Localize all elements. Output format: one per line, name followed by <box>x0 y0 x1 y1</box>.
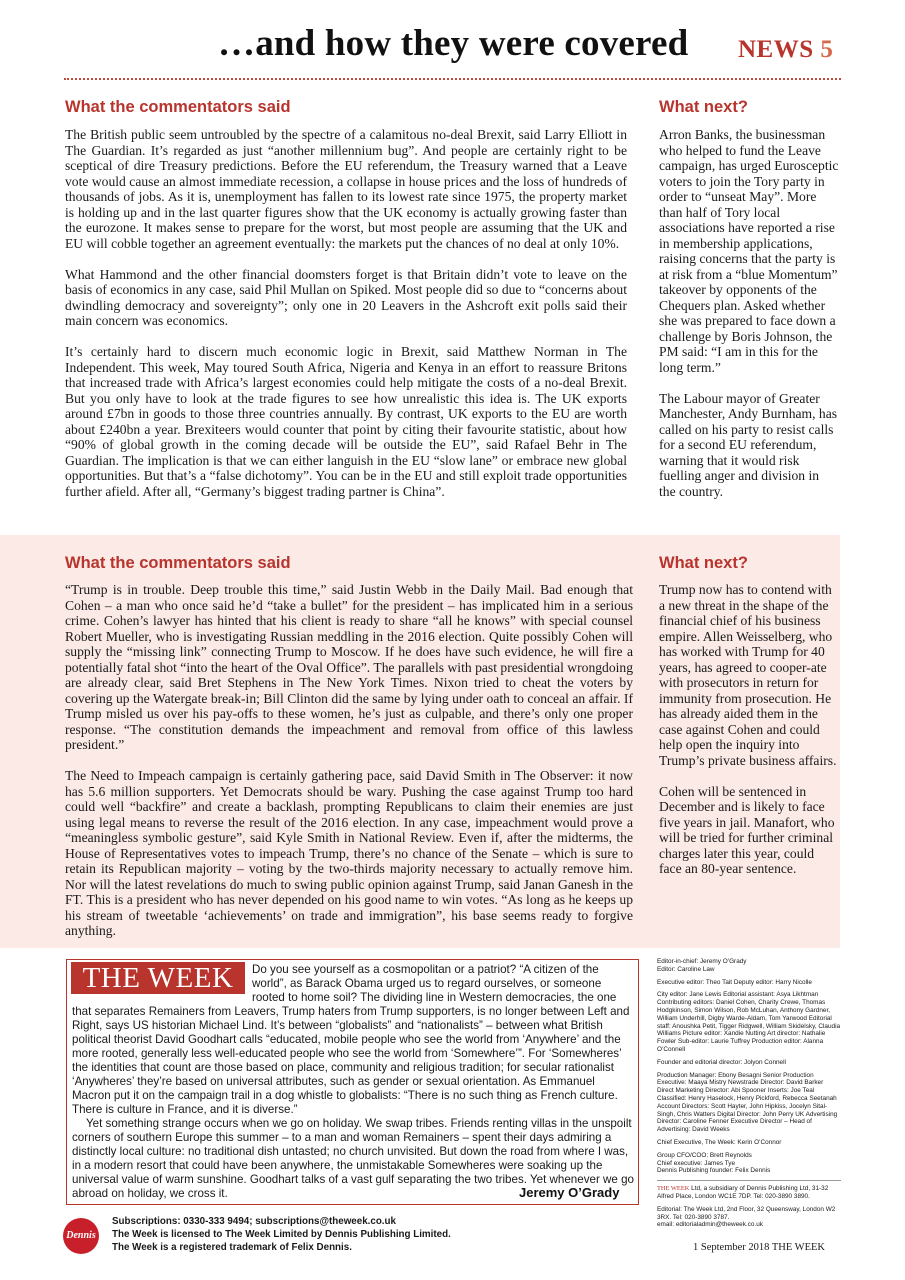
brexit-commentators-heading: What the commentators said <box>65 98 291 116</box>
address-line: Editorial: The Week Ltd, 2nd Floor, 32 Queensway, London W2 3RX. Tel: 020-3890 3787. <box>657 1205 836 1221</box>
staff-line: Editor-in-chief: Jeremy O’Grady <box>657 958 747 965</box>
page-folio: 1 September 2018 THE WEEK <box>693 1242 826 1253</box>
trump-next-heading: What next? <box>659 554 748 572</box>
editorial-paragraph: Yet something strange occurs when we go on holiday. We swap tribes. Friends renting villas in the unspoilt corners of southern Europe this summer – to a man and woman Remainers – spent their days admiring a distinctly local culture: no traditional dish untasted; no church unvisited. But down the road from where I was, in a modern resort that could have been anywhere, the unmistakable Somewheres were soaking up the universal value of warm sunshine. Goodhart talks of a vast gulf separating the two tribes. Yet whenever we go abroad on holiday, we cross it. <box>72 1117 634 1200</box>
brexit-next-column <box>659 127 839 499</box>
article-paragraph: Trump now has to contend with a new threat in the shape of the financial chief of his business empire. Allen Weisselberg, who has worked with Trump for 40 years, has agreed to cooper-ate with prosecutors in return for immunity from prosecution. He has already aided them in the case against Cohen and could help open the inquiry into Trump’s private business affairs. <box>659 582 837 768</box>
footer-info <box>112 1215 451 1254</box>
article-paragraph: Arron Banks, the businessman who helped to fund the Leave campaign, has urged Eurosceptic voters to join the Tory party in order to “unseat May”. More than half of Tory local associations have reported a rise in membership applications, raising concerns that the party is at risk from a “blue Momentum” takeover by opponents of the Chequers plan. Asked whether she was prepared to face down a challenge by Boris Johnson, the PM said: “I am in this for the long term.” <box>659 127 839 375</box>
editor-signature: Jeremy O’Grady <box>519 1185 620 1200</box>
company-brand: THE WEEK <box>657 1185 690 1193</box>
staff-block: Chief Executive, The Week: Kerin O’Connor <box>657 1138 782 1146</box>
article-paragraph: The British public seem untroubled by the spectre of a calamitous no-deal Brexit, said Larry Elliott in The Guardian. It’s regarded as just “another millennium bug”. And people are certainly right to be sceptical of dire Treasury predictions. Before the EU referendum, the Treasury warned that a Leave vote would cause an almost immediate recession, a collapse in house prices and the loss of hundreds of thousands of jobs. As it is, unemployment has fallen to its lowest rate since 1975, the property market is holding up and in the last quarter figures show that the UK economy is actually growing faster than the eurozone. It makes sense to prepare for the worst, but most people are assuming that the UK and EU will cobble together an agreement eventually: the markets put the chances of no deal at only 10%. <box>65 127 627 251</box>
staff-line: Chief executive: James Tye <box>657 1159 736 1167</box>
article-paragraph: “Trump is in trouble. Deep trouble this time,” said Justin Webb in the Daily Mail. Bad enough that Cohen – a man who once said he’d “take a bullet” for the president – has implicated him in a serious crime. Cohen’s lawyer has hinted that his client is ready to share “all he knows” with special counsel Robert Mueller, who is investigating Russian meddling in the 2016 election. Quite possibly Cohen will supply the “missing link” connecting Trump to Moscow. If he does have such evidence, he will fire a potentially fatal shot “into the heart of the Oval Office”. The parallels with past presidential wrongdoing are already clear, said Bret Stephens in The New York Times. Nixon tried to cheat the voters by covering up the Watergate break-in; Bill Clinton did the same by lying under oath to conceal an affair. If Trump misled us over his pay-offs to these women, he’s just as culpable, and there’s only one proper response. “The constitution demands the impeachment and removal from office of this lawless president.” <box>65 582 633 752</box>
logo-spacer <box>72 963 252 1003</box>
email-link[interactable]: email: editorialadmin@theweek.co.uk <box>657 1221 763 1229</box>
editorial-address <box>657 1206 841 1229</box>
subscriptions-line: Subscriptions: 0330-333 9494; subscriptions@theweek.co.uk <box>112 1216 396 1227</box>
the-week-logo: THE WEEK <box>71 962 245 994</box>
page-number: 5 <box>820 36 834 63</box>
staff-block <box>657 1152 841 1175</box>
brexit-commentators-article <box>65 127 627 499</box>
company-text: Ltd, a subsidiary of Dennis Publishing Ltd, 31-32 Alfred Place, London WC1E 7DP. Tel: 020-3890 3890. <box>657 1185 829 1200</box>
trump-next-column <box>659 582 839 877</box>
trump-commentators-heading: What the commentators said <box>65 554 291 572</box>
staff-block: Production Manager: Ebony Besagni Senior Production Executive: Maaya Mistry Newstrade Director: David Barker Direct Marketing Director: Abi Spooner Inserts: Joe Teal Classified: Henry Haselock, Henry Pickford, Rebecca Seetanah Account Directors: Scott Hayter, John Hipkiss, Jocelyn Sital-Singh, Chris Watters Digital Director: John Perry UK Advertising Director: Caroline Fenner Executive Director – Head of Advertising: David Weeks <box>657 1071 838 1134</box>
staff-block <box>657 958 841 974</box>
license-line: The Week is licensed to The Week Limited by Dennis Publishing Limited. <box>112 1229 451 1240</box>
staff-line: Dennis Publishing founder: Felix Dennis <box>657 1167 771 1175</box>
section-label <box>738 36 833 64</box>
article-paragraph: The Labour mayor of Greater Manchester, Andy Burnham, has called on his party to resist calls for a second EU referendum, warning that it would risk fuelling anger and division in the country. <box>659 390 838 499</box>
company-info <box>657 1185 841 1201</box>
page-title: …and how they were covered <box>218 23 689 64</box>
trademark-line: The Week is a registered trademark of Felix Dennis. <box>112 1242 352 1253</box>
editorial-paragraph: Do you see yourself as a cosmopolitan or a patriot? “A citizen of the world”, as Barack Obama urged us to regard ourselves, or someone rooted to home soil? The dividing line in Western democracies, the one that separates Remainers from Leavers, Trump haters from Trump supporters, is no longer between Left and Right, says US historian Michael Lind. It’s between “globalists” and “nationalists” – between what British political theorist David Goodhart calls “educated, mobile people who see the world from ‘Anywhere’ and the more rooted, generally less well-educated people who see the world from ‘Somewhere’”. For ‘Somewheres’ the identities that count are those based on place, community and religious tradition; for secular rationalist ‘Anywheres’ they’re based on universal attributes, such as gender or sexual orientation. As Emmanuel Macron put it on the campaign trail in a dog whistle to globalists: “There is no such thing as French culture. There is culture in France, and it is diverse.” <box>72 963 630 1116</box>
trump-commentators-article <box>65 582 633 939</box>
article-paragraph: It’s certainly hard to discern much economic logic in Brexit, said Matthew Norman in The Independent. This week, May toured South Africa, Nigeria and Kenya in an effort to reassure Britons that increased trade with Africa’s largest economies could help mitigate the costs of a no-deal Brexit. But you only have to look at the trade figures to see how unrealistic this idea is. The UK exports around £7bn in goods to those three countries annually. By contrast, UK exports to the EU are worth about £240bn a year. Brexiteers would counter that point by citing their favourite statistic, about how “90% of global growth in the coming decade will be outside the EU”, said Rafael Behr in The Guardian. The implication is that we can either languish in the EU “slow lane” or embrace new global opportunities. But that’s a “false dichotomy”. You can be in the EU and still exploit trade opportunities further afield. After all, “Germany’s biggest trading partner is China”. <box>65 344 627 499</box>
staff-block: City editor: Jane Lewis Editorial assistant: Asya Likhtman Contributing editors: Daniel Cohen, Charity Crewe, Thomas Hodgkinson, Simon Wilson, Rob McLuhan, Anthony Gardner, William Underhill, Digby Warde-Aldam, Tom Yarwood Editorial staff: Anoushka Petit, Tigger Ridgwell, William Skidelsky, Claudia Williams Picture editor: Xandie Nutting Art director: Nathalie Fowler Sub-editor: Laurie Tuffrey Production editor: Alanna O’Connell <box>657 991 841 1053</box>
staff-block: Executive editor: Theo Tait Deputy editor: Harry Nicolle <box>657 978 812 986</box>
article-paragraph: Cohen will be sentenced in December and is likely to face five years in jail. Manafort, who will be tried for further criminal charges later this year, could face an 80-year sentence. <box>659 783 835 876</box>
article-paragraph: What Hammond and the other financial doomsters forget is that Britain didn’t vote to leave on the basis of economics in any case, said Phil Mullan on Spiked. Most people did so due to “concerns about dwindling democracy and sovereignty”; only one in 20 Leavers in the Ashcroft exit polls said their main concern was economics. <box>65 266 627 328</box>
staff-line: Group CFO/COO: Brett Reynolds <box>657 1151 752 1159</box>
article-paragraph: The Need to Impeach campaign is certainly gathering pace, said David Smith in The Observer: it now has 5.6 million supporters. Yet Democrats should be wary. Pushing the case against Trump too hard could well “backfire” and create a backlash, prompting Republicans to claim their enemies are just using legal means to reverse the result of the 2016 election. In any case, impeachment would prove a “meaningless symbolic gesture”, said Kyle Smith in National Review. Even if, after the midterms, the House of Representatives votes to impeach Trump, there’s no chance of the Senate – which is sure to retain its Republican majority – voting by the two-thirds majority necessary to actually remove him. Nor will the latest revelations do much to swing public opinion against Trump, said Janan Ganesh in the FT. This is a president who has never depended on his good name to win votes. “As long as he keeps up his stream of tweetable ‘achievements’ on trade and immigration”, his base seems ready to forgive anything. <box>65 768 633 938</box>
section-name: NEWS <box>738 36 814 63</box>
staff-block: Founder and editorial director: Jolyon Connell <box>657 1058 786 1066</box>
staff-divider <box>657 1180 841 1181</box>
editorial-text <box>72 963 635 1201</box>
header-divider <box>64 78 841 80</box>
staff-line: Editor: Caroline Law <box>657 965 715 973</box>
staff-masthead <box>657 958 841 1234</box>
brexit-next-heading: What next? <box>659 98 748 116</box>
dennis-logo: Dennis <box>63 1218 99 1254</box>
